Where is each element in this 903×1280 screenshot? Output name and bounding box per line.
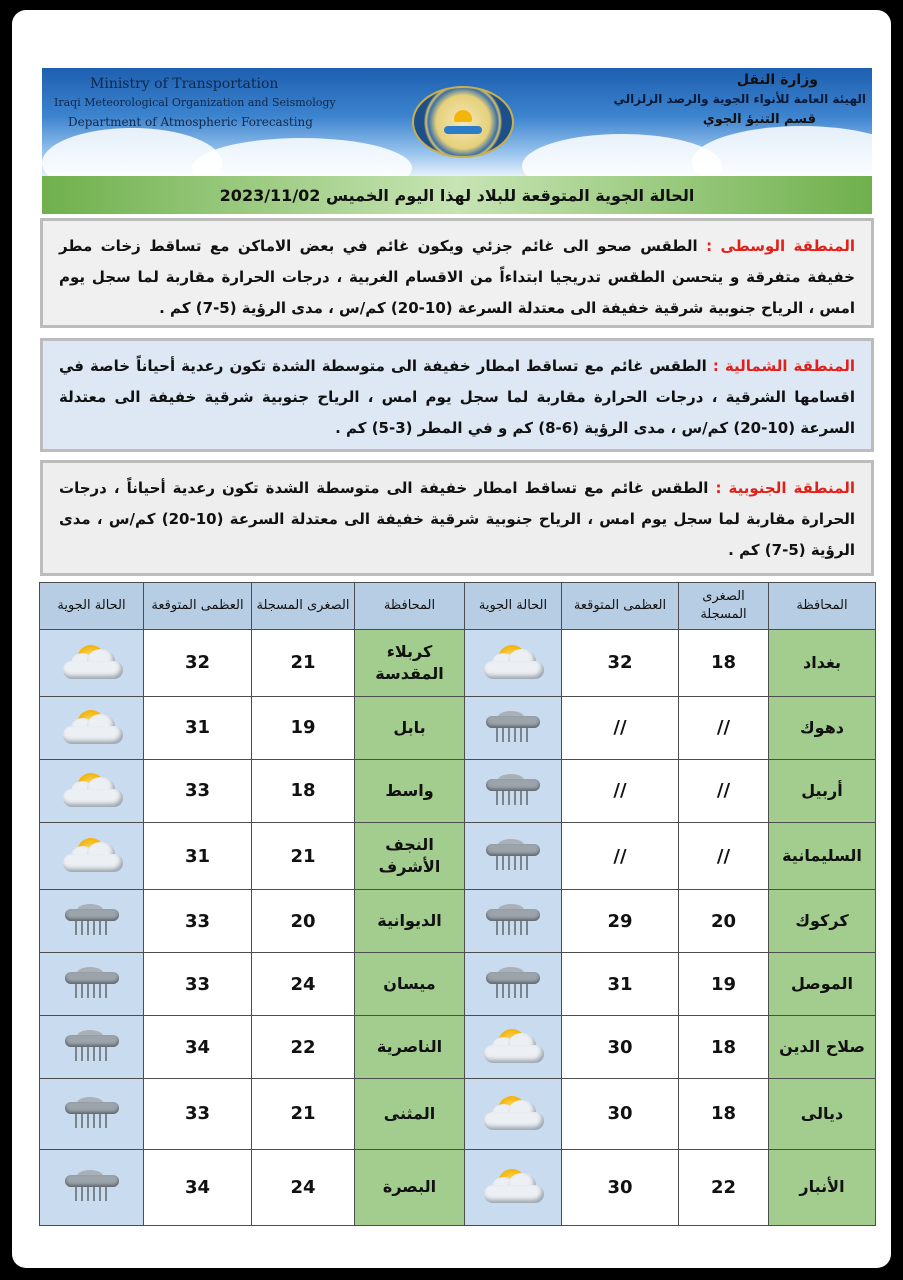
- governorate-name: الموصل: [769, 953, 876, 1016]
- forecast-table: [39, 582, 876, 1226]
- region-north-name: المنطقة الشمالية :: [712, 357, 856, 375]
- max-temp: 33: [144, 953, 252, 1016]
- partly-cloudy-icon: [57, 641, 127, 685]
- max-temp: //: [562, 696, 679, 759]
- governorate-name: بابل: [355, 696, 465, 759]
- weather-condition: [40, 696, 144, 759]
- rain-cloud-icon: [57, 962, 127, 1006]
- organization-name-en: Iraqi Meteorological Organization and Seismology: [54, 96, 336, 109]
- partly-cloudy-icon: [478, 1092, 548, 1136]
- max-temp: 31: [144, 822, 252, 890]
- governorate-name: كربلاء المقدسة: [355, 630, 465, 697]
- max-temp: 33: [144, 759, 252, 822]
- max-temp: 34: [144, 1149, 252, 1225]
- rain-cloud-icon: [478, 834, 548, 878]
- min-temp: 18: [679, 630, 769, 697]
- region-central-name: المنطقة الوسطى :: [706, 237, 856, 255]
- weather-condition: [40, 1016, 144, 1079]
- rain-cloud-icon: [57, 1025, 127, 1069]
- min-temp: 18: [252, 759, 355, 822]
- weather-condition: [40, 1078, 144, 1149]
- governorate-name: الأنبار: [769, 1149, 876, 1225]
- header-condition: الحالة الجوية: [465, 583, 562, 630]
- table-row: [40, 1078, 876, 1149]
- max-temp: //: [562, 759, 679, 822]
- region-south-text: الطقس غائم مع تساقط امطار خفيفة الى متوسطة الشدة تكون رعدية أحياناً ، درجات الحرارة مقاربة لما سجل يوم امس ، الرياح جنوبية شرقية خفيفة الى معتدلة السرعة (10-20) كم/س ، مدى الرؤية (5-7) كم .: [59, 479, 855, 559]
- min-temp: 20: [252, 890, 355, 953]
- weather-condition: [465, 759, 562, 822]
- governorate-name: البصرة: [355, 1149, 465, 1225]
- max-temp: 32: [562, 630, 679, 697]
- weather-condition: [40, 759, 144, 822]
- max-temp: 30: [562, 1149, 679, 1225]
- partly-cloudy-icon: [57, 769, 127, 813]
- organization-name-ar: الهيئة العامة للأنواء الجوية والرصد الزلزالي: [613, 92, 866, 106]
- department-name-ar: قسم التنبؤ الجوي: [702, 112, 816, 127]
- governorate-name: كركوك: [769, 890, 876, 953]
- min-temp: 24: [252, 1149, 355, 1225]
- region-south: [40, 460, 874, 576]
- max-temp: 33: [144, 890, 252, 953]
- weather-condition: [40, 630, 144, 697]
- max-temp: 30: [562, 1078, 679, 1149]
- max-temp: 29: [562, 890, 679, 953]
- governorate-name: الديوانية: [355, 890, 465, 953]
- table-row: [40, 696, 876, 759]
- partly-cloudy-icon: [478, 641, 548, 685]
- governorate-name: واسط: [355, 759, 465, 822]
- weather-condition: [40, 890, 144, 953]
- min-temp: 22: [679, 1149, 769, 1225]
- governorate-name: أربيل: [769, 759, 876, 822]
- max-temp: 31: [562, 953, 679, 1016]
- min-temp: 21: [252, 1078, 355, 1149]
- region-central: [40, 218, 874, 328]
- max-temp: //: [562, 822, 679, 890]
- rain-cloud-icon: [478, 962, 548, 1006]
- department-name-en: Department of Atmospheric Forecasting: [68, 115, 313, 129]
- partly-cloudy-icon: [478, 1025, 548, 1069]
- header-banner: [42, 68, 872, 176]
- max-temp: 32: [144, 630, 252, 697]
- rain-cloud-icon: [57, 1165, 127, 1209]
- rain-cloud-icon: [57, 1092, 127, 1136]
- header-max: العظمى المتوقعة: [144, 583, 252, 630]
- region-north-text: الطقس غائم مع تساقط امطار خفيفة الى متوسطة الشدة تكون رعدية أحياناً خاصة في اقسامها الشرقية ، درجات الحرارة مقاربة لما سجل يوم امس ، الرياح جنوبية شرقية خفيفة الى معتدلة السرعة (10-20) كم/س ، مدى الرؤية (6-8) كم و في المطر (3-5) كم .: [59, 357, 855, 437]
- weather-condition: [465, 890, 562, 953]
- region-central-text: الطقس صحو الى غائم جزئي ويكون غائم في بعض الاماكن مع تساقط زخات مطر خفيفة متفرقة و يتحسن الطقس تدريجيا ابتداءاً من الاقسام الغربية ، درجات الحرارة مقاربة لما سجل يوم امس ، الرياح جنوبية شرقية خفيفة الى معتدلة السرعة (10-20) كم/س ، مدى الرؤية (5-7) كم .: [59, 237, 855, 317]
- governorate-name: الناصرية: [355, 1016, 465, 1079]
- header-governorate: المحافظة: [355, 583, 465, 630]
- table-row: [40, 1149, 876, 1225]
- weather-condition: [465, 822, 562, 890]
- weather-condition: [465, 953, 562, 1016]
- weather-condition: [465, 1078, 562, 1149]
- governorate-name: صلاح الدين: [769, 1016, 876, 1079]
- min-temp: 19: [252, 696, 355, 759]
- governorate-name: بغداد: [769, 630, 876, 697]
- governorate-name: السليمانية: [769, 822, 876, 890]
- weather-condition: [465, 1149, 562, 1225]
- min-temp: 21: [252, 630, 355, 697]
- table-row: [40, 953, 876, 1016]
- governorate-name: المثنى: [355, 1078, 465, 1149]
- governorate-name: ديالى: [769, 1078, 876, 1149]
- ministry-name-en: Ministry of Transportation: [90, 76, 279, 92]
- partly-cloudy-icon: [57, 834, 127, 878]
- header-max: العظمى المتوقعة: [562, 583, 679, 630]
- max-temp: 31: [144, 696, 252, 759]
- rain-cloud-icon: [478, 899, 548, 943]
- max-temp: 30: [562, 1016, 679, 1079]
- table-row: [40, 630, 876, 697]
- min-temp: 21: [252, 822, 355, 890]
- min-temp: 20: [679, 890, 769, 953]
- header-min: الصغرى المسجلة: [679, 583, 769, 630]
- weather-condition: [465, 1016, 562, 1079]
- min-temp: 18: [679, 1078, 769, 1149]
- table-row: [40, 759, 876, 822]
- weather-condition: [40, 953, 144, 1016]
- governorate-name: ميسان: [355, 953, 465, 1016]
- min-temp: //: [679, 696, 769, 759]
- min-temp: 22: [252, 1016, 355, 1079]
- table-row: [40, 822, 876, 890]
- max-temp: 33: [144, 1078, 252, 1149]
- min-temp: 19: [679, 953, 769, 1016]
- governorate-name: النجف الأشرف: [355, 822, 465, 890]
- table-row: [40, 1016, 876, 1079]
- min-temp: 18: [679, 1016, 769, 1079]
- ministry-name-ar: وزارة النقل: [736, 72, 818, 88]
- table-row: [40, 890, 876, 953]
- region-north: [40, 338, 874, 452]
- bulletin-title: الحالة الجوية المتوقعة للبلاد لهذا اليوم الخميس 2023/11/02: [42, 176, 872, 214]
- table-header-row: [40, 583, 876, 630]
- governorate-name: دهوك: [769, 696, 876, 759]
- header-condition: الحالة الجوية: [40, 583, 144, 630]
- weather-condition: [465, 630, 562, 697]
- region-south-name: المنطقة الجنوبية :: [715, 479, 855, 497]
- header-governorate: المحافظة: [769, 583, 876, 630]
- rain-cloud-icon: [478, 706, 548, 750]
- weather-condition: [465, 696, 562, 759]
- partly-cloudy-icon: [478, 1165, 548, 1209]
- min-temp: //: [679, 759, 769, 822]
- max-temp: 34: [144, 1016, 252, 1079]
- rain-cloud-icon: [57, 899, 127, 943]
- partly-cloudy-icon: [57, 706, 127, 750]
- header-min: الصغرى المسجلة: [252, 583, 355, 630]
- weather-condition: [40, 822, 144, 890]
- rain-cloud-icon: [478, 769, 548, 813]
- min-temp: 24: [252, 953, 355, 1016]
- organization-logo-icon: [412, 86, 514, 158]
- min-temp: //: [679, 822, 769, 890]
- weather-condition: [40, 1149, 144, 1225]
